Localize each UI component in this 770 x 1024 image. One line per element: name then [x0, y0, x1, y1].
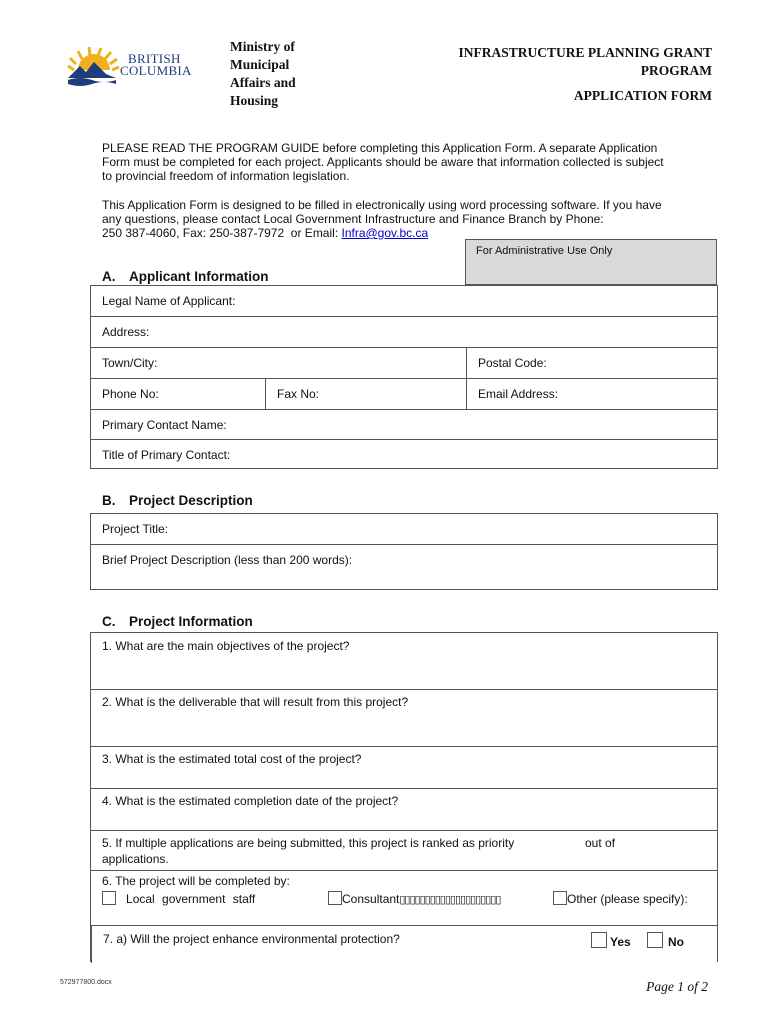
- section-c-number: C.: [102, 614, 116, 629]
- intro-paragraph-2: [102, 198, 714, 240]
- document-id: 572977800.docx: [60, 979, 112, 986]
- email-label: Email Address:: [478, 387, 559, 401]
- q5-row[interactable]: [91, 831, 717, 871]
- section-a-heading: [102, 269, 269, 284]
- program-title-line-1: INFRASTRUCTURE PLANNING GRANT: [458, 45, 712, 60]
- postal-label: Postal Code:: [478, 356, 547, 370]
- q6-option-other[interactable]: [553, 891, 688, 906]
- project-title-label: Project Title:: [102, 522, 169, 536]
- intro-p2-line-3: [102, 226, 714, 240]
- email-field[interactable]: [466, 379, 717, 409]
- no-checkbox[interactable]: [647, 932, 663, 948]
- project-description-table: [90, 513, 718, 590]
- q6-label: 6. The project will be completed by:: [102, 874, 290, 888]
- q5-label: 5. If multiple applications are being submitted, this project is ranked as priority: [102, 836, 515, 850]
- contact-info-text: 250 387-4060, Fax: 250-387-7972 or Email:: [102, 226, 342, 240]
- applicant-info-table: [90, 285, 718, 469]
- q7-label: 7. a) Will the project enhance environmental protection?: [103, 932, 400, 946]
- intro-p1-line-3: to provincial freedom of information legislation.: [102, 169, 350, 183]
- postal-field[interactable]: [466, 348, 717, 378]
- form-subtitle: APPLICATION FORM: [573, 88, 712, 103]
- q4-row[interactable]: [91, 789, 717, 831]
- q5-applications-label: applications.: [102, 852, 169, 866]
- contact-name-field[interactable]: [91, 410, 717, 439]
- q2-label: 2. What is the deliverable that will result from this project?: [102, 695, 409, 709]
- contact-title-row[interactable]: [91, 440, 717, 469]
- contact-name-label: Primary Contact Name:: [102, 417, 227, 432]
- q7-yes-option[interactable]: [591, 932, 631, 949]
- brief-desc-label: Brief Project Description (less than 200 words):: [102, 553, 353, 567]
- q2-row[interactable]: [91, 690, 717, 747]
- town-postal-row: [91, 348, 717, 379]
- logo-line-2: COLUMBIA: [120, 63, 192, 78]
- intro-p1-line-1: PLEASE READ THE PROGRAM GUIDE before completing this Application Form. A separate Application: [102, 141, 658, 155]
- consultant-filler: ▯▯▯▯▯▯▯▯▯▯▯▯▯▯▯▯▯▯▯▯: [399, 894, 501, 906]
- fax-label: Fax No:: [277, 387, 320, 401]
- staff-checkbox[interactable]: [102, 891, 116, 905]
- project-title-field[interactable]: [91, 514, 717, 544]
- admin-use-label: For Administrative Use Only: [476, 245, 613, 257]
- q4-label: 4. What is the estimated completion date of the project?: [102, 794, 399, 808]
- bc-logo-text: [120, 53, 192, 77]
- address-field[interactable]: [91, 317, 717, 347]
- town-field[interactable]: [91, 348, 466, 378]
- legal-name-row[interactable]: [91, 286, 717, 317]
- ministry-line-3: Affairs and: [230, 75, 296, 90]
- section-b-heading: [102, 493, 253, 508]
- logo-line-1: BRITISH: [128, 51, 181, 66]
- section-b-number: B.: [102, 493, 116, 508]
- intro-p1-line-2: Form must be completed for each project. Applicants should be aware that information collected is subject: [102, 155, 664, 169]
- section-a-number: A.: [102, 269, 116, 284]
- q7-no-option[interactable]: [647, 932, 684, 949]
- page-number: Page 1 of 2: [646, 979, 708, 994]
- town-label: Town/City:: [102, 356, 158, 370]
- phone-fax-email-row: [91, 379, 717, 410]
- section-a-title: Applicant Information: [129, 269, 269, 284]
- section-c-title: Project Information: [129, 614, 253, 629]
- brief-desc-row[interactable]: [91, 545, 717, 589]
- yes-checkbox[interactable]: [591, 932, 607, 948]
- section-c-heading: [102, 614, 253, 629]
- phone-label: Phone No:: [102, 387, 159, 401]
- intro-paragraph-1: [102, 141, 714, 183]
- contact-title-label: Title of Primary Contact:: [102, 447, 231, 462]
- no-label: No: [668, 935, 684, 949]
- phone-field[interactable]: [91, 379, 265, 409]
- address-label: Address:: [102, 325, 150, 339]
- yes-label: Yes: [610, 935, 631, 949]
- consultant-checkbox[interactable]: [328, 891, 342, 905]
- legal-name-field[interactable]: [91, 286, 717, 316]
- legal-name-label: Legal Name of Applicant:: [102, 294, 236, 308]
- q6-option-staff[interactable]: [102, 891, 255, 906]
- program-title: [382, 44, 712, 80]
- fax-field[interactable]: [265, 379, 466, 409]
- intro-p2-line-1: This Application Form is designed to be filled in electronically using word processing software. If you have: [102, 198, 662, 212]
- other-label: Other (please specify):: [567, 892, 688, 906]
- q3-label: 3. What is the estimated total cost of the project?: [102, 752, 362, 766]
- ministry-line-2: Municipal: [230, 57, 290, 72]
- q5-out-of-label: out of: [585, 836, 616, 850]
- project-info-table: [90, 632, 718, 962]
- q6-option-consultant[interactable]: [328, 891, 500, 906]
- ministry-line-1: Ministry of: [230, 39, 295, 54]
- section-b-title: Project Description: [129, 493, 253, 508]
- contact-name-row[interactable]: [91, 410, 717, 440]
- q6-row: [91, 871, 717, 926]
- q1-row[interactable]: [91, 633, 717, 690]
- staff-label: Local government staff: [126, 892, 256, 906]
- intro-p2-line-2: any questions, please contact Local Government Infrastructure and Finance Branch by Phone:: [102, 212, 604, 226]
- project-title-row[interactable]: [91, 514, 717, 545]
- email-link[interactable]: Infra@gov.bc.ca: [341, 226, 429, 240]
- program-title-line-2: PROGRAM: [640, 63, 712, 78]
- admin-use-box: [465, 239, 717, 285]
- contact-title-field[interactable]: [91, 440, 717, 469]
- q7-row: [91, 926, 717, 963]
- q3-row[interactable]: [91, 747, 717, 789]
- q1-label: 1. What are the main objectives of the project?: [102, 639, 350, 653]
- ministry-line-4: Housing: [230, 93, 279, 108]
- ministry-name: [230, 38, 340, 110]
- other-checkbox[interactable]: [553, 891, 567, 905]
- address-row[interactable]: [91, 317, 717, 348]
- consultant-label: Consultant: [342, 892, 400, 906]
